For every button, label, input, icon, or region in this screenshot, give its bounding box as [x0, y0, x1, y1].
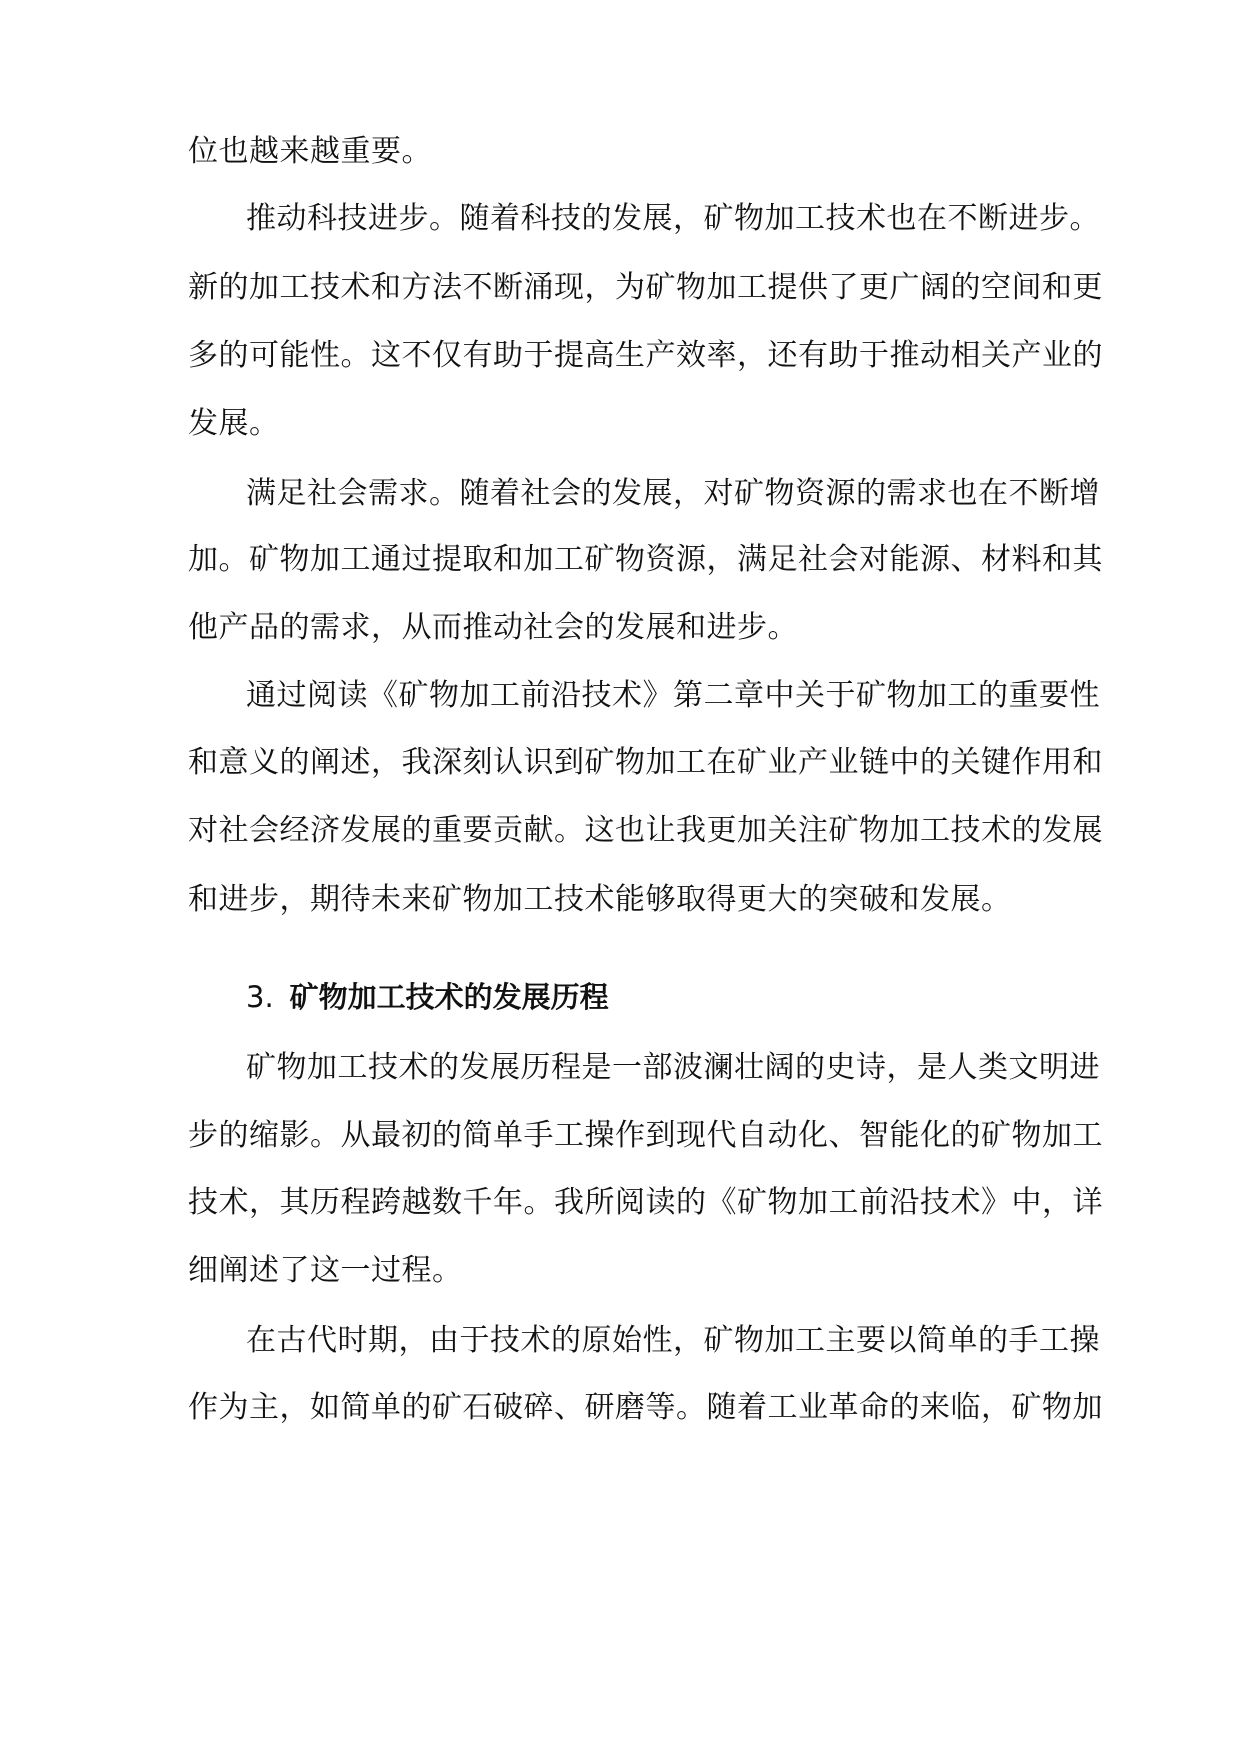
paragraph-line: 满足社会需求。随着社会的发展，对矿物资源的需求也在不断增: [246, 476, 1100, 511]
paragraph-line: 他产品的需求，从而推动社会的发展和进步。: [188, 610, 798, 645]
paragraph-line: 位也越来越重要。: [188, 134, 432, 169]
section-heading: [246, 977, 609, 1017]
paragraph-line: 作为主，如简单的矿石破碎、研磨等。随着工业革命的来临，矿物加: [188, 1390, 1103, 1425]
section-number: 3.: [246, 980, 274, 1014]
paragraph-line: 通过阅读《矿物加工前沿技术》第二章中关于矿物加工的重要性: [246, 678, 1100, 713]
paragraph-line: 和意义的阐述，我深刻认识到矿物加工在矿业产业链中的关键作用和: [188, 745, 1103, 780]
paragraph-line: 步的缩影。从最初的简单手工操作到现代自动化、智能化的矿物加工: [188, 1118, 1103, 1153]
paragraph-line: 和进步，期待未来矿物加工技术能够取得更大的突破和发展。: [188, 882, 1012, 917]
paragraph-line: 技术，其历程跨越数千年。我所阅读的《矿物加工前沿技术》中，详: [188, 1185, 1103, 1220]
paragraph-line: 新的加工技术和方法不断涌现，为矿物加工提供了更广阔的空间和更: [188, 270, 1103, 305]
paragraph-line: 细阐述了这一过程。: [188, 1253, 463, 1288]
section-title: 矿物加工技术的发展历程: [289, 980, 609, 1014]
paragraph-line: 发展。: [188, 406, 280, 441]
paragraph-line: 对社会经济发展的重要贡献。这也让我更加关注矿物加工技术的发展: [188, 813, 1103, 848]
paragraph-line: 加。矿物加工通过提取和加工矿物资源，满足社会对能源、材料和其: [188, 542, 1103, 577]
paragraph-line: 矿物加工技术的发展历程是一部波澜壮阔的史诗，是人类文明进: [246, 1050, 1100, 1085]
paragraph-line: 多的可能性。这不仅有助于提高生产效率，还有助于推动相关产业的: [188, 338, 1103, 373]
paragraph-line: 在古代时期，由于技术的原始性，矿物加工主要以简单的手工操: [246, 1323, 1100, 1358]
paragraph-line: 推动科技进步。随着科技的发展，矿物加工技术也在不断进步。: [246, 201, 1100, 236]
